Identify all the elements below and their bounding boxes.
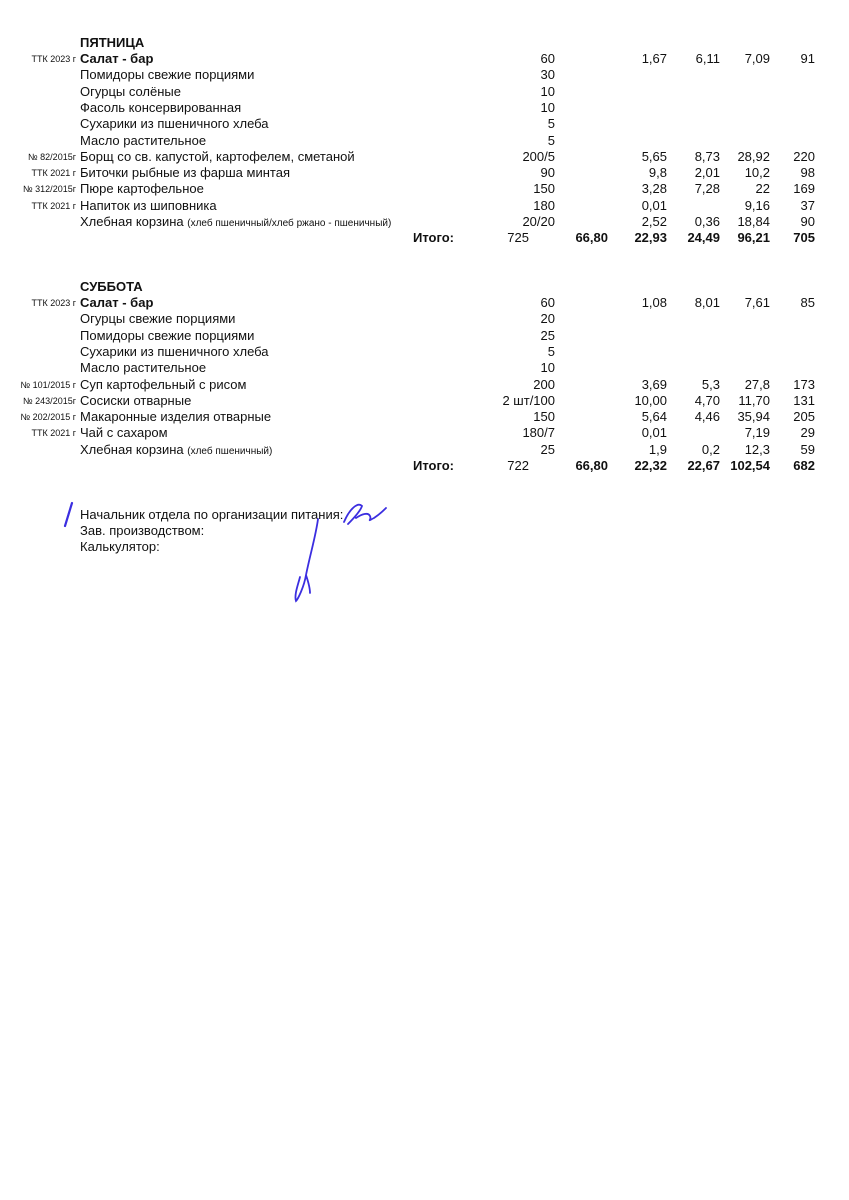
table-row — [0, 295, 849, 311]
total-weight: 725 — [507, 230, 529, 246]
dish-name — [80, 198, 217, 214]
total-kcal: 682 — [793, 458, 815, 473]
table-row — [0, 149, 849, 165]
kcal-cell: 220 — [793, 148, 815, 164]
dish-name — [80, 181, 204, 197]
carb-cell: 28,92 — [737, 148, 770, 164]
table-row — [0, 198, 849, 214]
dish-name-text: Салат - бар — [80, 51, 154, 66]
carb-cell: 22 — [755, 181, 770, 197]
dish-name-text: Биточки рыбные из фарша минтая — [80, 165, 290, 181]
weight-cell: 20/20 — [522, 214, 555, 229]
signature-scribble-small — [340, 498, 390, 530]
table-row — [0, 393, 849, 409]
table-row — [0, 116, 849, 132]
table-row — [0, 409, 849, 425]
carb-cell: 12,3 — [744, 441, 770, 457]
dish-name — [80, 214, 391, 232]
total-carb: 102,54 — [730, 458, 770, 473]
table-row — [0, 100, 849, 116]
protein-cell: 5,65 — [641, 148, 667, 164]
table-row — [0, 51, 849, 67]
total-fat: 22,67 — [687, 458, 720, 473]
dish-name-text: Масло растительное — [80, 360, 207, 376]
kcal-cell: 59 — [800, 441, 815, 457]
table-row — [0, 328, 849, 344]
recipe-ref: ТТК 2021 г — [31, 428, 76, 439]
kcal-cell: 37 — [800, 197, 815, 213]
dish-name-text: Борщ со св. капустой, картофелем, сметаной — [80, 148, 355, 164]
total-carb: 96,21 — [737, 230, 770, 246]
total-row — [0, 230, 849, 246]
protein-cell: 9,8 — [648, 165, 667, 181]
table-row — [0, 133, 849, 149]
dish-name-text: Сухарики из пшеничного хлеба — [80, 116, 269, 132]
carb-cell: 7,09 — [744, 51, 770, 66]
dish-name — [80, 100, 241, 116]
dish-name-text: Помидоры свежие порциями — [80, 327, 255, 343]
weight-cell: 5 — [547, 116, 555, 132]
carb-cell: 7,61 — [744, 295, 770, 310]
fat-cell: 8,73 — [694, 148, 720, 164]
kcal-cell: 90 — [800, 214, 815, 229]
carb-cell: 11,70 — [738, 392, 770, 408]
kcal-cell: 173 — [793, 376, 815, 392]
weight-cell: 150 — [533, 181, 555, 197]
recipe-ref: № 202/2015 г — [20, 412, 76, 423]
signature-production-label: Зав. производством: — [80, 523, 205, 538]
dish-name-text: Напиток из шиповника — [80, 197, 217, 213]
total-row — [0, 458, 849, 474]
carb-cell: 18,84 — [737, 214, 770, 229]
dish-name — [80, 67, 254, 83]
total-price: 66,80 — [575, 458, 608, 473]
kcal-cell: 131 — [793, 392, 815, 408]
protein-cell: 3,28 — [641, 181, 667, 197]
dish-note: (хлеб пшеничный) — [187, 445, 273, 457]
table-row — [0, 214, 849, 230]
fat-cell: 4,70 — [694, 392, 720, 408]
dish-name-text: Сосиски отварные — [80, 392, 192, 408]
fat-cell: 7,28 — [694, 181, 720, 197]
fat-cell: 2,01 — [694, 165, 720, 181]
recipe-ref: № 101/2015 г — [20, 379, 76, 390]
fat-cell: 0,2 — [701, 441, 720, 457]
weight-cell: 25 — [540, 441, 555, 457]
kcal-cell: 29 — [800, 425, 815, 441]
dish-name-text: Суп картофельный с рисом — [80, 376, 247, 392]
weight-cell: 2 шт/100 — [502, 392, 555, 408]
protein-cell: 1,08 — [641, 295, 667, 310]
weight-cell: 10 — [540, 83, 555, 99]
weight-cell: 30 — [540, 67, 555, 83]
weight-cell: 180/7 — [522, 425, 555, 441]
recipe-ref: № 243/2015г — [23, 395, 76, 406]
dish-name-text: Макаронные изделия отварные — [80, 409, 272, 425]
dish-name-text: Хлебная корзина — [80, 214, 184, 229]
dish-name — [80, 133, 206, 149]
fat-cell: 5,3 — [701, 376, 720, 392]
dish-name — [80, 442, 272, 460]
protein-cell: 1,9 — [648, 441, 667, 457]
dish-name — [80, 84, 181, 100]
dish-name — [80, 425, 168, 441]
weight-cell: 200/5 — [522, 148, 555, 164]
dish-name-text: Помидоры свежие порциями — [80, 67, 255, 83]
total-label: Итого: — [413, 458, 454, 473]
dish-note: (хлеб пшеничный/хлеб ржано - пшеничный) — [187, 218, 392, 229]
total-label: Итого: — [413, 230, 454, 246]
weight-cell: 10 — [540, 99, 555, 115]
dish-name — [80, 165, 290, 181]
fat-cell: 4,46 — [694, 409, 720, 425]
table-row — [0, 165, 849, 181]
fat-cell: 6,11 — [695, 51, 720, 66]
carb-cell: 7,19 — [744, 425, 770, 441]
table-row — [0, 311, 849, 327]
weight-cell: 25 — [540, 327, 555, 343]
kcal-cell: 169 — [793, 181, 815, 197]
fat-cell: 0,36 — [694, 214, 720, 229]
signature-calculator-label: Калькулятор: — [80, 539, 160, 554]
total-weight: 722 — [507, 458, 529, 473]
recipe-ref: ТТК 2021 г — [31, 200, 76, 211]
protein-cell: 10,00 — [634, 392, 667, 408]
carb-cell: 35,94 — [737, 409, 770, 425]
signature-head-label: Начальник отдела по организации питания: — [80, 507, 344, 522]
recipe-ref: ТТК 2021 г — [31, 168, 76, 179]
protein-cell: 3,69 — [641, 376, 667, 392]
kcal-cell: 205 — [793, 409, 815, 425]
dish-name-text: Огурцы солёные — [80, 83, 181, 99]
protein-cell: 2,52 — [641, 214, 667, 229]
kcal-cell: 91 — [800, 51, 815, 66]
protein-cell: 5,64 — [641, 409, 667, 425]
carb-cell: 27,8 — [744, 376, 770, 392]
dish-name — [80, 377, 246, 393]
day-title: СУББОТА — [80, 279, 143, 294]
table-row — [0, 181, 849, 197]
table-row — [0, 425, 849, 441]
dish-name — [80, 360, 206, 376]
dish-name — [80, 328, 254, 344]
table-row — [0, 377, 849, 393]
carb-cell: 9,16 — [744, 197, 770, 213]
dish-name — [80, 149, 355, 165]
dish-name-text: Чай с сахаром — [80, 425, 168, 441]
dish-name-text: Огурцы свежие порциями — [80, 311, 236, 327]
recipe-ref: ТТК 2023 г — [31, 298, 76, 308]
dish-name-text: Пюре картофельное — [80, 181, 204, 197]
day-title: ПЯТНИЦА — [80, 35, 145, 50]
total-price: 66,80 — [575, 230, 608, 246]
weight-cell: 5 — [547, 343, 555, 359]
total-kcal: 705 — [793, 230, 815, 246]
dish-name — [80, 344, 269, 360]
signature-scribble-large — [288, 515, 328, 605]
weight-cell: 10 — [540, 360, 555, 376]
tick-mark — [60, 500, 80, 530]
recipe-ref: № 82/2015г — [28, 151, 76, 162]
dish-name — [80, 311, 235, 327]
weight-cell: 20 — [540, 311, 555, 327]
dish-name — [80, 409, 271, 425]
weight-cell: 200 — [533, 376, 555, 392]
dish-name-text: Сухарики из пшеничного хлеба — [80, 343, 269, 359]
kcal-cell: 98 — [800, 165, 815, 181]
protein-cell: 1,67 — [641, 51, 667, 66]
table-row — [0, 84, 849, 100]
fat-cell: 8,01 — [694, 295, 720, 310]
weight-cell: 90 — [540, 165, 555, 181]
table-row — [0, 67, 849, 83]
total-protein: 22,32 — [634, 458, 667, 473]
dish-name — [80, 393, 191, 409]
total-fat: 24,49 — [687, 230, 720, 246]
dish-name-text: Масло растительное — [80, 132, 207, 148]
weight-cell: 180 — [533, 197, 555, 213]
weight-cell: 5 — [547, 132, 555, 148]
dish-name — [80, 116, 269, 132]
dish-name — [80, 295, 153, 311]
weight-cell: 60 — [540, 51, 555, 66]
protein-cell: 0,01 — [641, 425, 667, 441]
table-row — [0, 344, 849, 360]
table-row — [0, 360, 849, 376]
total-protein: 22,93 — [634, 230, 667, 246]
recipe-ref: № 312/2015г — [23, 184, 76, 195]
recipe-ref: ТТК 2023 г — [31, 54, 76, 64]
dish-name-text: Фасоль консервированная — [80, 99, 242, 115]
table-row — [0, 442, 849, 458]
dish-name — [80, 51, 153, 67]
dish-name-text: Хлебная корзина — [80, 441, 184, 457]
kcal-cell: 85 — [800, 295, 815, 310]
weight-cell: 60 — [540, 295, 555, 310]
carb-cell: 10,2 — [744, 165, 770, 181]
protein-cell: 0,01 — [641, 197, 667, 213]
dish-name-text: Салат - бар — [80, 295, 154, 310]
weight-cell: 150 — [533, 409, 555, 425]
